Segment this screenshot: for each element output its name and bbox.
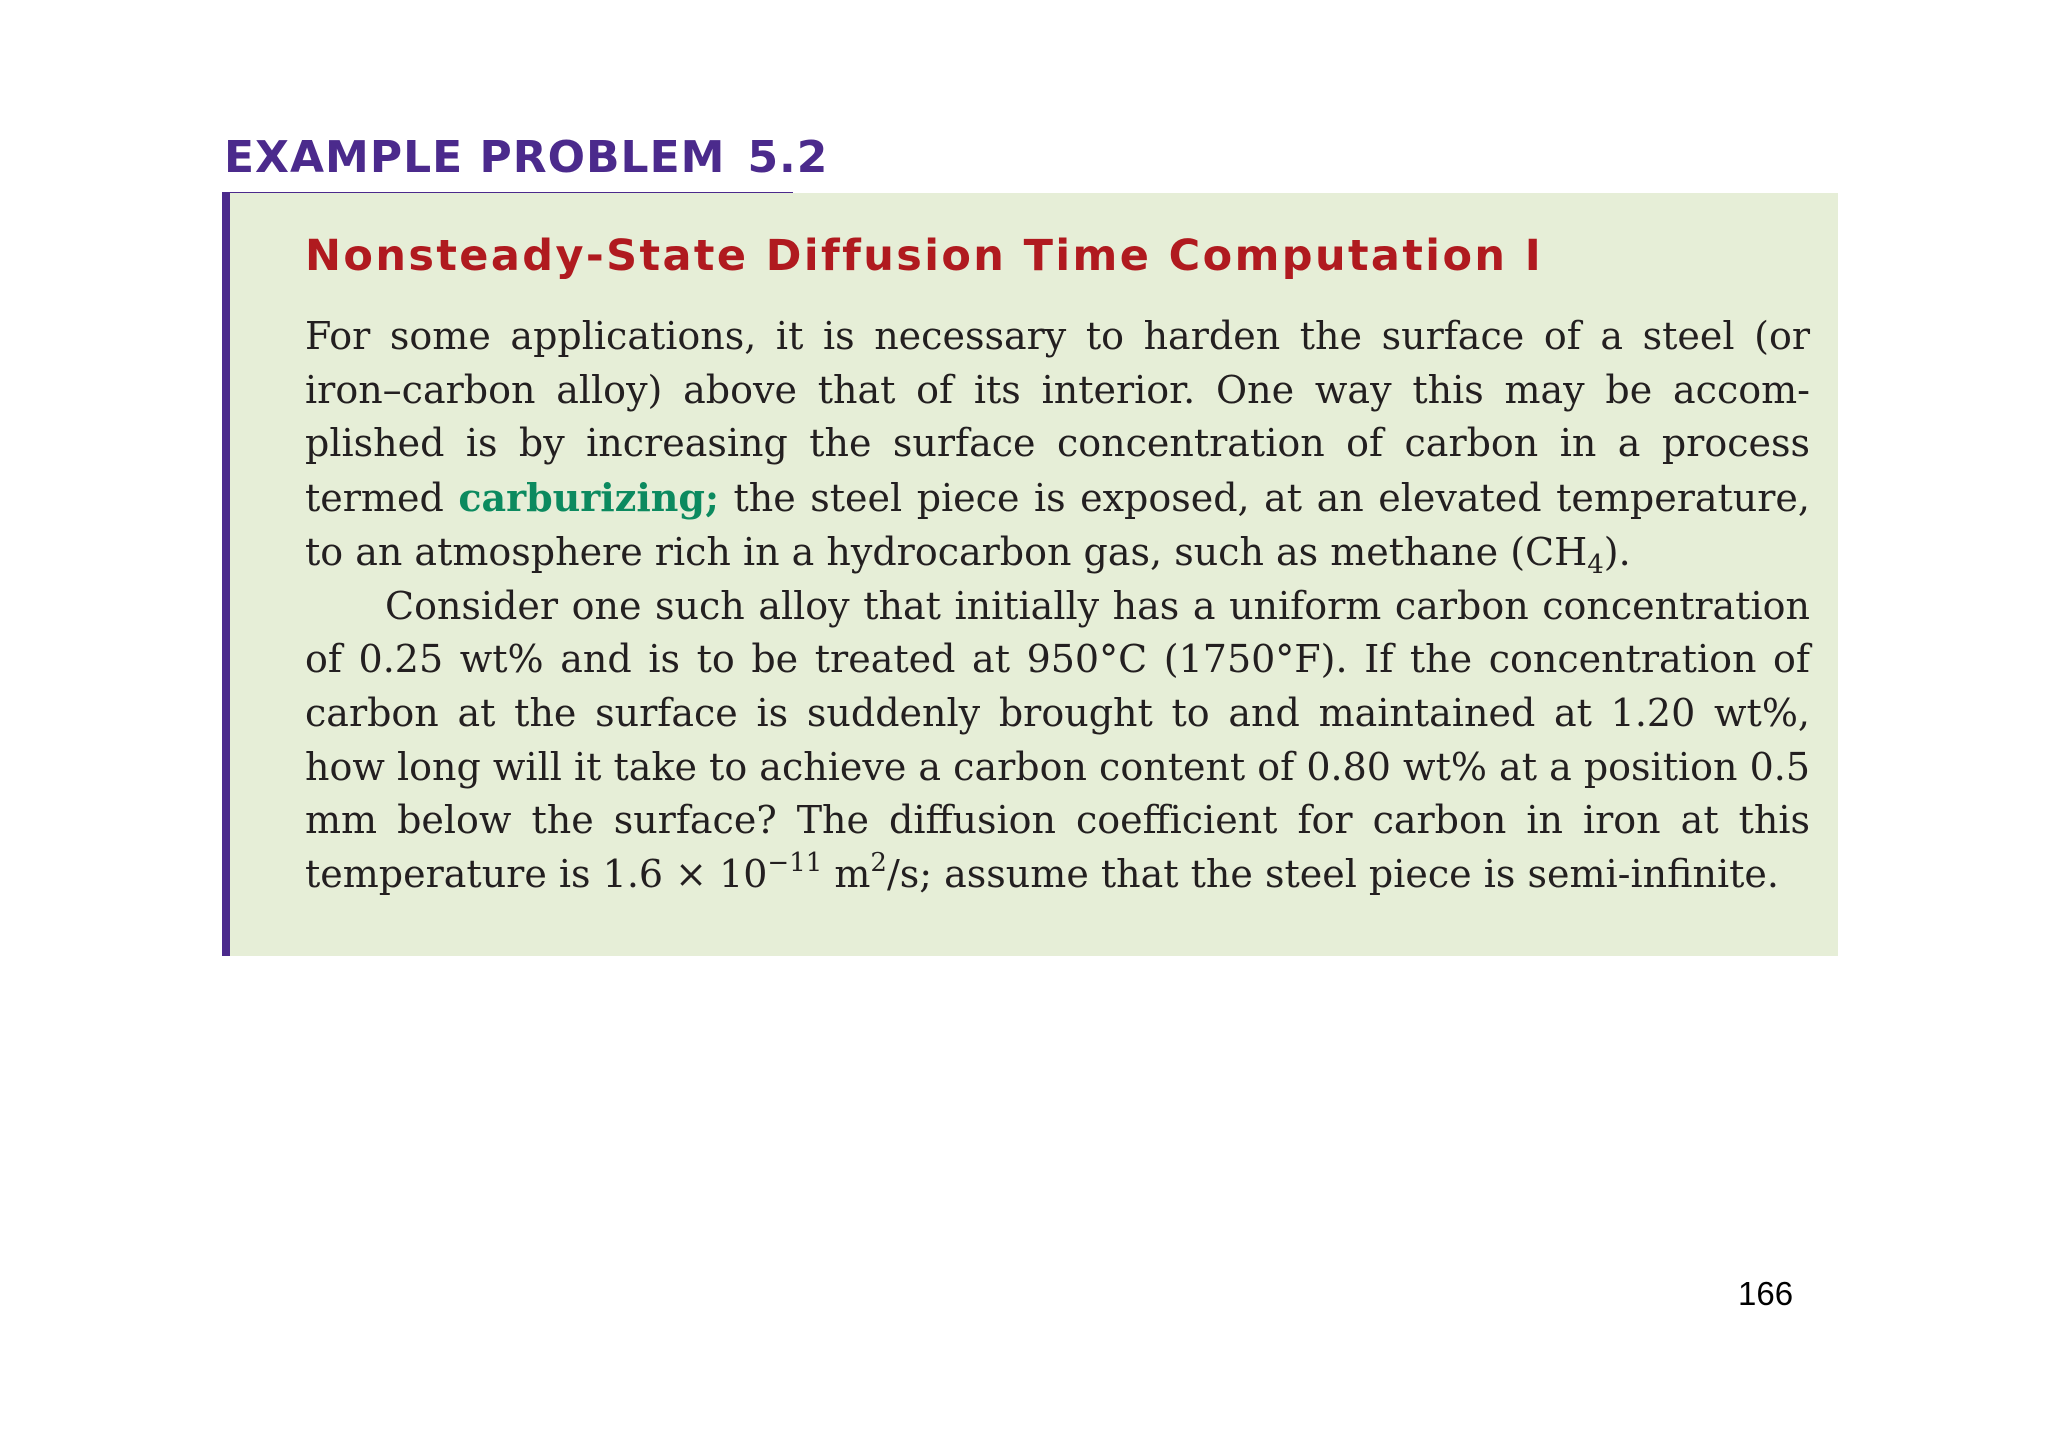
unit-exponent: 2 <box>870 848 887 879</box>
key-term-carburizing: carburizing; <box>458 475 719 521</box>
problem-title: Nonsteady-State Diffusion Time Computation I <box>305 231 1544 281</box>
example-problem-heading: EXAMPLE PROBLEM <box>224 132 726 183</box>
methane-subscript: 4 <box>1587 549 1604 580</box>
paragraph-intro: For some applications, it is necessary to harden the surface of a steel (or iron–carbon alloy) above that of its interior. One way this may be accomplished is by increasing the surface concentration of carbon in a process termed carburizing; the steel piece is exposed, at an elevated temperature, to an atmosphere rich in a hydrocarbon gas, such as methane $(CH_4)$. <box>305 314 1810 580</box>
problem-statement <box>305 310 1810 902</box>
page-number: 166 <box>1738 1275 1794 1312</box>
paragraph-question: Consider one such alloy that initially has a uniform carbon concentration of 0.25 wt% and is to be treated at 950°C (1750°F). If the concentration of carbon at the surface is suddenly brought to and maintained at 1.20 wt%, how long will it take to achieve a carbon content of 0.80 wt% at a position 0.5 mm below the surface? The diffusion coefficient for carbon in iron at this temperature is $1.6 \times 10^{-11}$ $m^2/s$; assume that the steel piece is semi-infinite. <box>305 583 1810 897</box>
panel-left-border <box>222 193 230 956</box>
example-problem-label <box>224 128 828 188</box>
diffusion-exponent: −11 <box>767 848 823 879</box>
example-problem-number: 5.2 <box>747 132 829 183</box>
